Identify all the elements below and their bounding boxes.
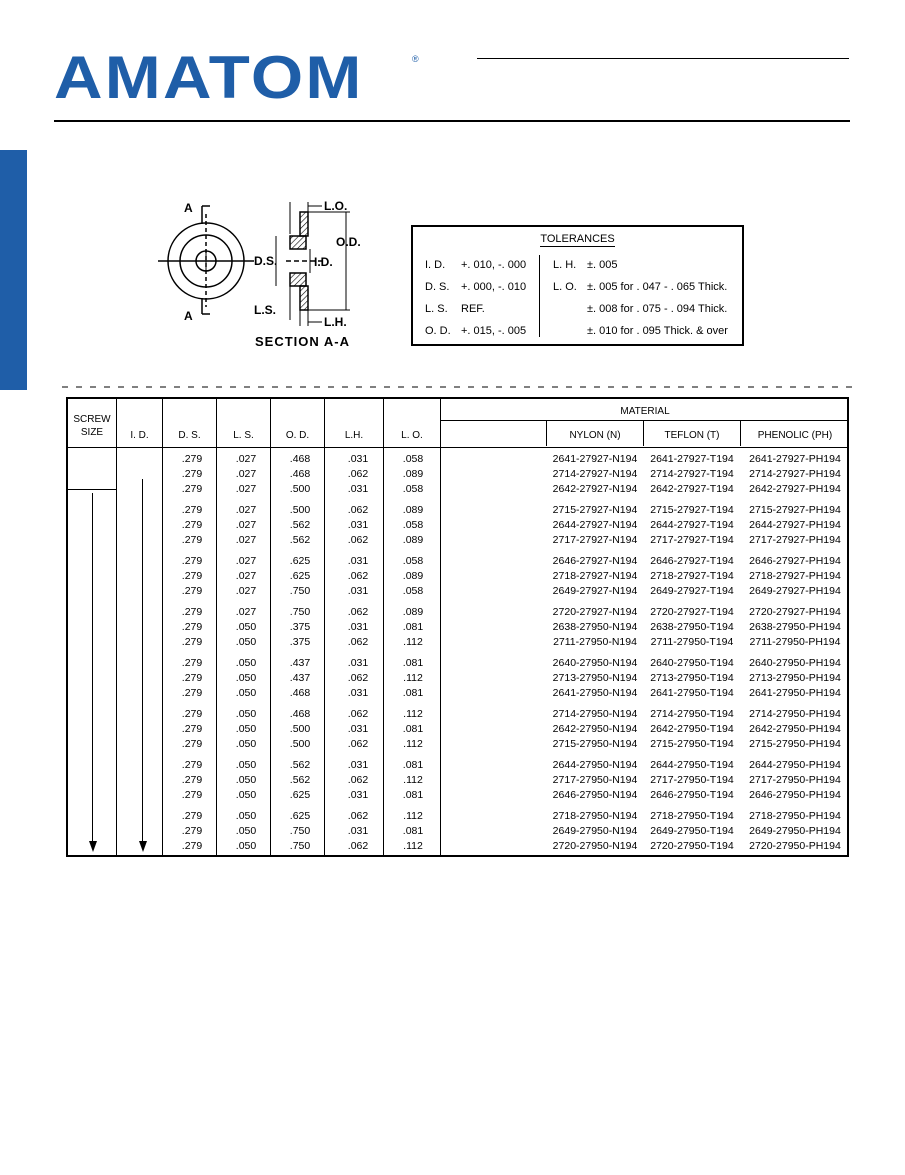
table-cell: .279 [181,519,203,531]
table-cell: .081 [402,789,424,801]
table-cell: .500 [289,738,311,750]
material-column-divider [740,421,741,446]
table-cell: .027 [235,468,257,480]
header-bottom-rule [68,447,849,448]
table-cell: .050 [235,657,257,669]
table-cell: .500 [289,504,311,516]
table-cell: .050 [235,738,257,750]
part-number-cell: 2715-27950-PH194 [749,738,841,750]
part-number-cell: 2714-27927-T194 [650,468,734,480]
part-number-cell: 2641-27927-N194 [552,453,638,465]
table-cell: .027 [235,555,257,567]
part-number-cell: 2720-27927-T194 [650,606,734,618]
table-cell: .031 [347,555,369,567]
part-number-cell: 2638-27950-N194 [552,621,638,633]
tolerance-left-value: +. 010, -. 000 [461,259,527,271]
table-cell: .062 [347,504,369,516]
table-cell: .279 [181,723,203,735]
tolerance-left-label: I. D. [425,259,446,271]
table-cell: .062 [347,810,369,822]
table-cell: .062 [347,672,369,684]
table-cell: .089 [402,606,424,618]
part-number-cell: 2644-27950-PH194 [749,759,841,771]
table-cell: .027 [235,483,257,495]
part-number-cell: 2720-27950-T194 [650,840,734,852]
header-thick-rule [54,120,850,122]
part-number-cell: 2642-27927-PH194 [749,483,841,495]
label-lh: L.H. [324,315,347,329]
part-number-cell: 2714-27950-PH194 [749,708,841,720]
table-cell: .050 [235,636,257,648]
table-cell: .050 [235,672,257,684]
table-cell: .279 [181,585,203,597]
table-cell: .089 [402,570,424,582]
part-number-cell: 2641-27927-PH194 [749,453,841,465]
part-number-cell: 2644-27950-N194 [552,759,638,771]
table-cell: .562 [289,759,311,771]
part-number-cell: 2649-27950-PH194 [749,825,841,837]
part-number-cell: 2649-27950-N194 [552,825,638,837]
table-cell: .031 [347,453,369,465]
table-cell: .279 [181,570,203,582]
amatom-logo [54,44,424,111]
side-tab [0,150,27,390]
logo-text: AMATOM [54,44,364,111]
table-cell: .050 [235,759,257,771]
table-cell: .081 [402,687,424,699]
table-cell: .058 [402,555,424,567]
header-lh: L.H. [344,430,364,441]
table-cell: .279 [181,672,203,684]
part-number-cell: 2649-27950-T194 [650,825,734,837]
header-ds: D. S. [178,430,201,441]
table-cell: .031 [347,585,369,597]
table-cell: .279 [181,789,203,801]
label-od: O.D. [336,235,361,249]
material-column-divider [643,421,644,446]
table-cell: .089 [402,534,424,546]
part-number-cell: 2642-27927-T194 [650,483,734,495]
down-arrow-icon [92,493,93,841]
table-cell: .468 [289,468,311,480]
table-cell: .062 [347,570,369,582]
part-number-cell: 2720-27950-N194 [552,840,638,852]
part-number-cell: 2642-27927-N194 [552,483,638,495]
table-cell: .112 [403,810,423,822]
tolerances-divider [539,255,540,337]
part-number-cell: 2646-27950-N194 [552,789,638,801]
part-number-cell: 2720-27927-PH194 [749,606,841,618]
table-cell: .027 [235,504,257,516]
section-label: SECTION A-A [255,334,351,349]
table-cell: .279 [181,483,203,495]
table-cell: .031 [347,483,369,495]
tolerance-left-value: +. 000, -. 010 [461,281,527,293]
part-number-cell: 2649-27927-PH194 [749,585,841,597]
table-cell: .089 [402,468,424,480]
table-cell: .279 [181,504,203,516]
header-screw-size: SCREW SIZE [73,414,111,438]
part-number-cell: 2642-27950-N194 [552,723,638,735]
label-lo: L.O. [324,199,348,213]
table-cell: .027 [235,606,257,618]
table-cell: .027 [235,585,257,597]
table-cell: .050 [235,840,257,852]
table-cell: .081 [402,657,424,669]
table-cell: .279 [181,606,203,618]
part-number-cell: 2714-27950-N194 [552,708,638,720]
table-cell: .279 [181,657,203,669]
part-number-cell: 2641-27950-T194 [650,687,734,699]
table-cell: .050 [235,774,257,786]
table-cell: .500 [289,723,311,735]
tolerance-right-label: L. O. [553,281,577,293]
table-cell: .062 [347,534,369,546]
table-cell: .437 [289,672,311,684]
table-cell: .062 [347,468,369,480]
table-cell: .050 [235,708,257,720]
tolerance-left-label: O. D. [425,325,451,337]
part-number-cell: 2642-27950-T194 [650,723,734,735]
table-cell: .058 [402,483,424,495]
tolerance-right-value: ±. 005 for . 047 - . 065 Thick. [587,281,728,293]
part-number-cell: 2715-27927-N194 [552,504,638,516]
parts-table [66,397,849,857]
part-number-cell: 2713-27950-T194 [650,672,734,684]
label-a-bottom: A [184,309,193,323]
table-cell: .279 [181,840,203,852]
table-cell: .062 [347,708,369,720]
part-number-cell: 2715-27927-T194 [650,504,734,516]
part-number-cell: 2717-27927-PH194 [749,534,841,546]
part-number-cell: 2649-27927-N194 [552,585,638,597]
material-column-divider [546,421,547,446]
down-arrow-icon [142,479,143,841]
table-cell: .112 [403,840,423,852]
part-number-cell: 2644-27927-T194 [650,519,734,531]
table-cell: .050 [235,621,257,633]
header-thin-rule [477,58,849,59]
table-cell: .058 [402,519,424,531]
part-number-cell: 2649-27927-T194 [650,585,734,597]
part-number-cell: 2714-27950-T194 [650,708,734,720]
table-cell: .625 [289,570,311,582]
table-cell: .562 [289,774,311,786]
header-od: O. D. [285,430,310,441]
part-number-cell: 2718-27927-PH194 [749,570,841,582]
table-cell: .031 [347,825,369,837]
arrow-head-icon [89,841,97,852]
part-number-cell: 2642-27950-PH194 [749,723,841,735]
table-cell: .279 [181,759,203,771]
table-cell: .031 [347,759,369,771]
part-number-cell: 2717-27927-N194 [552,534,638,546]
header-material: MATERIAL [620,406,670,417]
table-cell: .031 [347,519,369,531]
registered-mark: ® [412,54,419,64]
part-number-cell: 2713-27950-PH194 [749,672,841,684]
part-number-cell: 2715-27950-N194 [552,738,638,750]
table-cell: .112 [403,774,423,786]
table-cell: .375 [289,621,311,633]
part-number-cell: 2640-27950-PH194 [749,657,841,669]
table-cell: .279 [181,825,203,837]
column-divider [116,399,117,855]
part-number-cell: 2641-27950-PH194 [749,687,841,699]
part-number-cell: 2640-27950-N194 [552,657,638,669]
header-lo: L. O. [401,430,423,441]
table-cell: .562 [289,519,311,531]
table-cell: .031 [347,723,369,735]
tolerance-left-label: L. S. [425,303,448,315]
table-cell: .279 [181,687,203,699]
part-number-cell: 2715-27950-T194 [650,738,734,750]
part-number-cell: 2718-27950-N194 [552,810,638,822]
table-cell: .625 [289,810,311,822]
table-cell: .031 [347,789,369,801]
header-nylon: NYLON (N) [569,430,621,441]
table-cell: .279 [181,468,203,480]
faint-rule [62,386,852,388]
table-cell: .050 [235,810,257,822]
label-ds: D.S. [254,254,278,268]
part-number-cell: 2717-27950-N194 [552,774,638,786]
table-cell: .112 [403,636,423,648]
table-cell: .625 [289,555,311,567]
table-cell: .031 [347,657,369,669]
table-cell: .058 [402,453,424,465]
table-cell: .468 [289,687,311,699]
part-number-cell: 2713-27950-N194 [552,672,638,684]
label-id: I.D. [314,255,333,269]
table-cell: .562 [289,534,311,546]
screw-size-box-rule [68,489,116,490]
part-number-cell: 2718-27927-T194 [650,570,734,582]
part-number-cell: 2711-27950-N194 [553,636,637,648]
part-number-cell: 2717-27950-T194 [650,774,734,786]
part-number-cell: 2715-27927-PH194 [749,504,841,516]
part-number-cell: 2644-27927-N194 [552,519,638,531]
table-cell: .279 [181,774,203,786]
header-teflon: TEFLON (T) [664,430,720,441]
table-cell: .750 [289,840,311,852]
table-cell: .062 [347,774,369,786]
table-cell: .089 [402,504,424,516]
header-phenolic: PHENOLIC (PH) [757,430,833,441]
table-cell: .750 [289,585,311,597]
table-cell: .112 [403,708,423,720]
table-cell: .050 [235,825,257,837]
table-cell: .279 [181,621,203,633]
table-cell: .081 [402,825,424,837]
part-number-cell: 2644-27927-PH194 [749,519,841,531]
table-cell: .062 [347,606,369,618]
tolerance-left-value: +. 015, -. 005 [461,325,527,337]
table-cell: .050 [235,687,257,699]
tolerance-left-label: D. S. [425,281,450,293]
part-number-cell: 2646-27927-N194 [552,555,638,567]
tolerance-right-label: L. H. [553,259,577,271]
part-number-cell: 2720-27927-N194 [552,606,638,618]
table-cell: .279 [181,810,203,822]
part-number-cell: 2711-27950-PH194 [749,636,841,648]
section-drawing [150,192,375,352]
table-cell: .050 [235,789,257,801]
label-ls: L.S. [254,303,277,317]
part-number-cell: 2720-27950-PH194 [749,840,841,852]
table-cell: .081 [402,723,424,735]
part-number-cell: 2718-27950-PH194 [749,810,841,822]
tolerance-right-value: ±. 010 for . 095 Thick. & over [587,325,728,337]
part-number-cell: 2717-27927-T194 [650,534,734,546]
table-cell: .027 [235,570,257,582]
part-number-cell: 2718-27927-N194 [552,570,638,582]
part-number-cell: 2718-27950-T194 [650,810,734,822]
table-cell: .081 [402,621,424,633]
part-number-cell: 2641-27950-N194 [552,687,638,699]
table-cell: .279 [181,453,203,465]
tolerances-box [411,225,744,346]
table-cell: .279 [181,636,203,648]
part-number-cell: 2644-27950-T194 [650,759,734,771]
table-cell: .279 [181,738,203,750]
part-number-cell: 2638-27950-T194 [650,621,734,633]
tolerances-title: TOLERANCES [540,233,615,245]
header-id: I. D. [130,430,149,441]
tolerance-right-value: ±. 005 [587,259,618,271]
table-cell: .279 [181,555,203,567]
part-number-cell: 2646-27950-T194 [650,789,734,801]
table-cell: .027 [235,534,257,546]
part-number-cell: 2717-27950-PH194 [749,774,841,786]
table-cell: .750 [289,825,311,837]
table-cell: .279 [181,534,203,546]
tolerance-right-value: ±. 008 for . 075 - . 094 Thick. [587,303,728,315]
table-cell: .062 [347,840,369,852]
table-cell: .062 [347,738,369,750]
header-ls: L. S. [233,430,254,441]
table-cell: .062 [347,636,369,648]
part-number-cell: 2640-27950-T194 [650,657,734,669]
material-header-rule [440,420,849,421]
table-cell: .081 [402,759,424,771]
table-cell: .375 [289,636,311,648]
part-number-cell: 2646-27927-T194 [650,555,734,567]
part-number-cell: 2714-27927-PH194 [749,468,841,480]
table-cell: .031 [347,687,369,699]
part-number-cell: 2641-27927-T194 [650,453,734,465]
table-cell: .468 [289,708,311,720]
part-number-cell: 2638-27950-PH194 [749,621,841,633]
arrow-head-icon [139,841,147,852]
part-number-cell: 2646-27927-PH194 [749,555,841,567]
table-cell: .625 [289,789,311,801]
table-cell: .031 [347,621,369,633]
table-cell: .279 [181,708,203,720]
table-cell: .468 [289,453,311,465]
table-cell: .058 [402,585,424,597]
part-number-cell: 2646-27950-PH194 [749,789,841,801]
table-cell: .027 [235,519,257,531]
table-cell: .112 [403,738,423,750]
part-number-cell: 2714-27927-N194 [552,468,638,480]
column-divider [440,399,441,855]
column-divider [162,399,163,855]
table-cell: .112 [403,672,423,684]
table-cell: .027 [235,453,257,465]
table-cell: .500 [289,483,311,495]
part-number-cell: 2711-27950-T194 [650,636,734,648]
table-cell: .050 [235,723,257,735]
tolerance-left-value: REF. [461,303,485,315]
table-cell: .437 [289,657,311,669]
table-cell: .750 [289,606,311,618]
label-a-top: A [184,201,193,215]
